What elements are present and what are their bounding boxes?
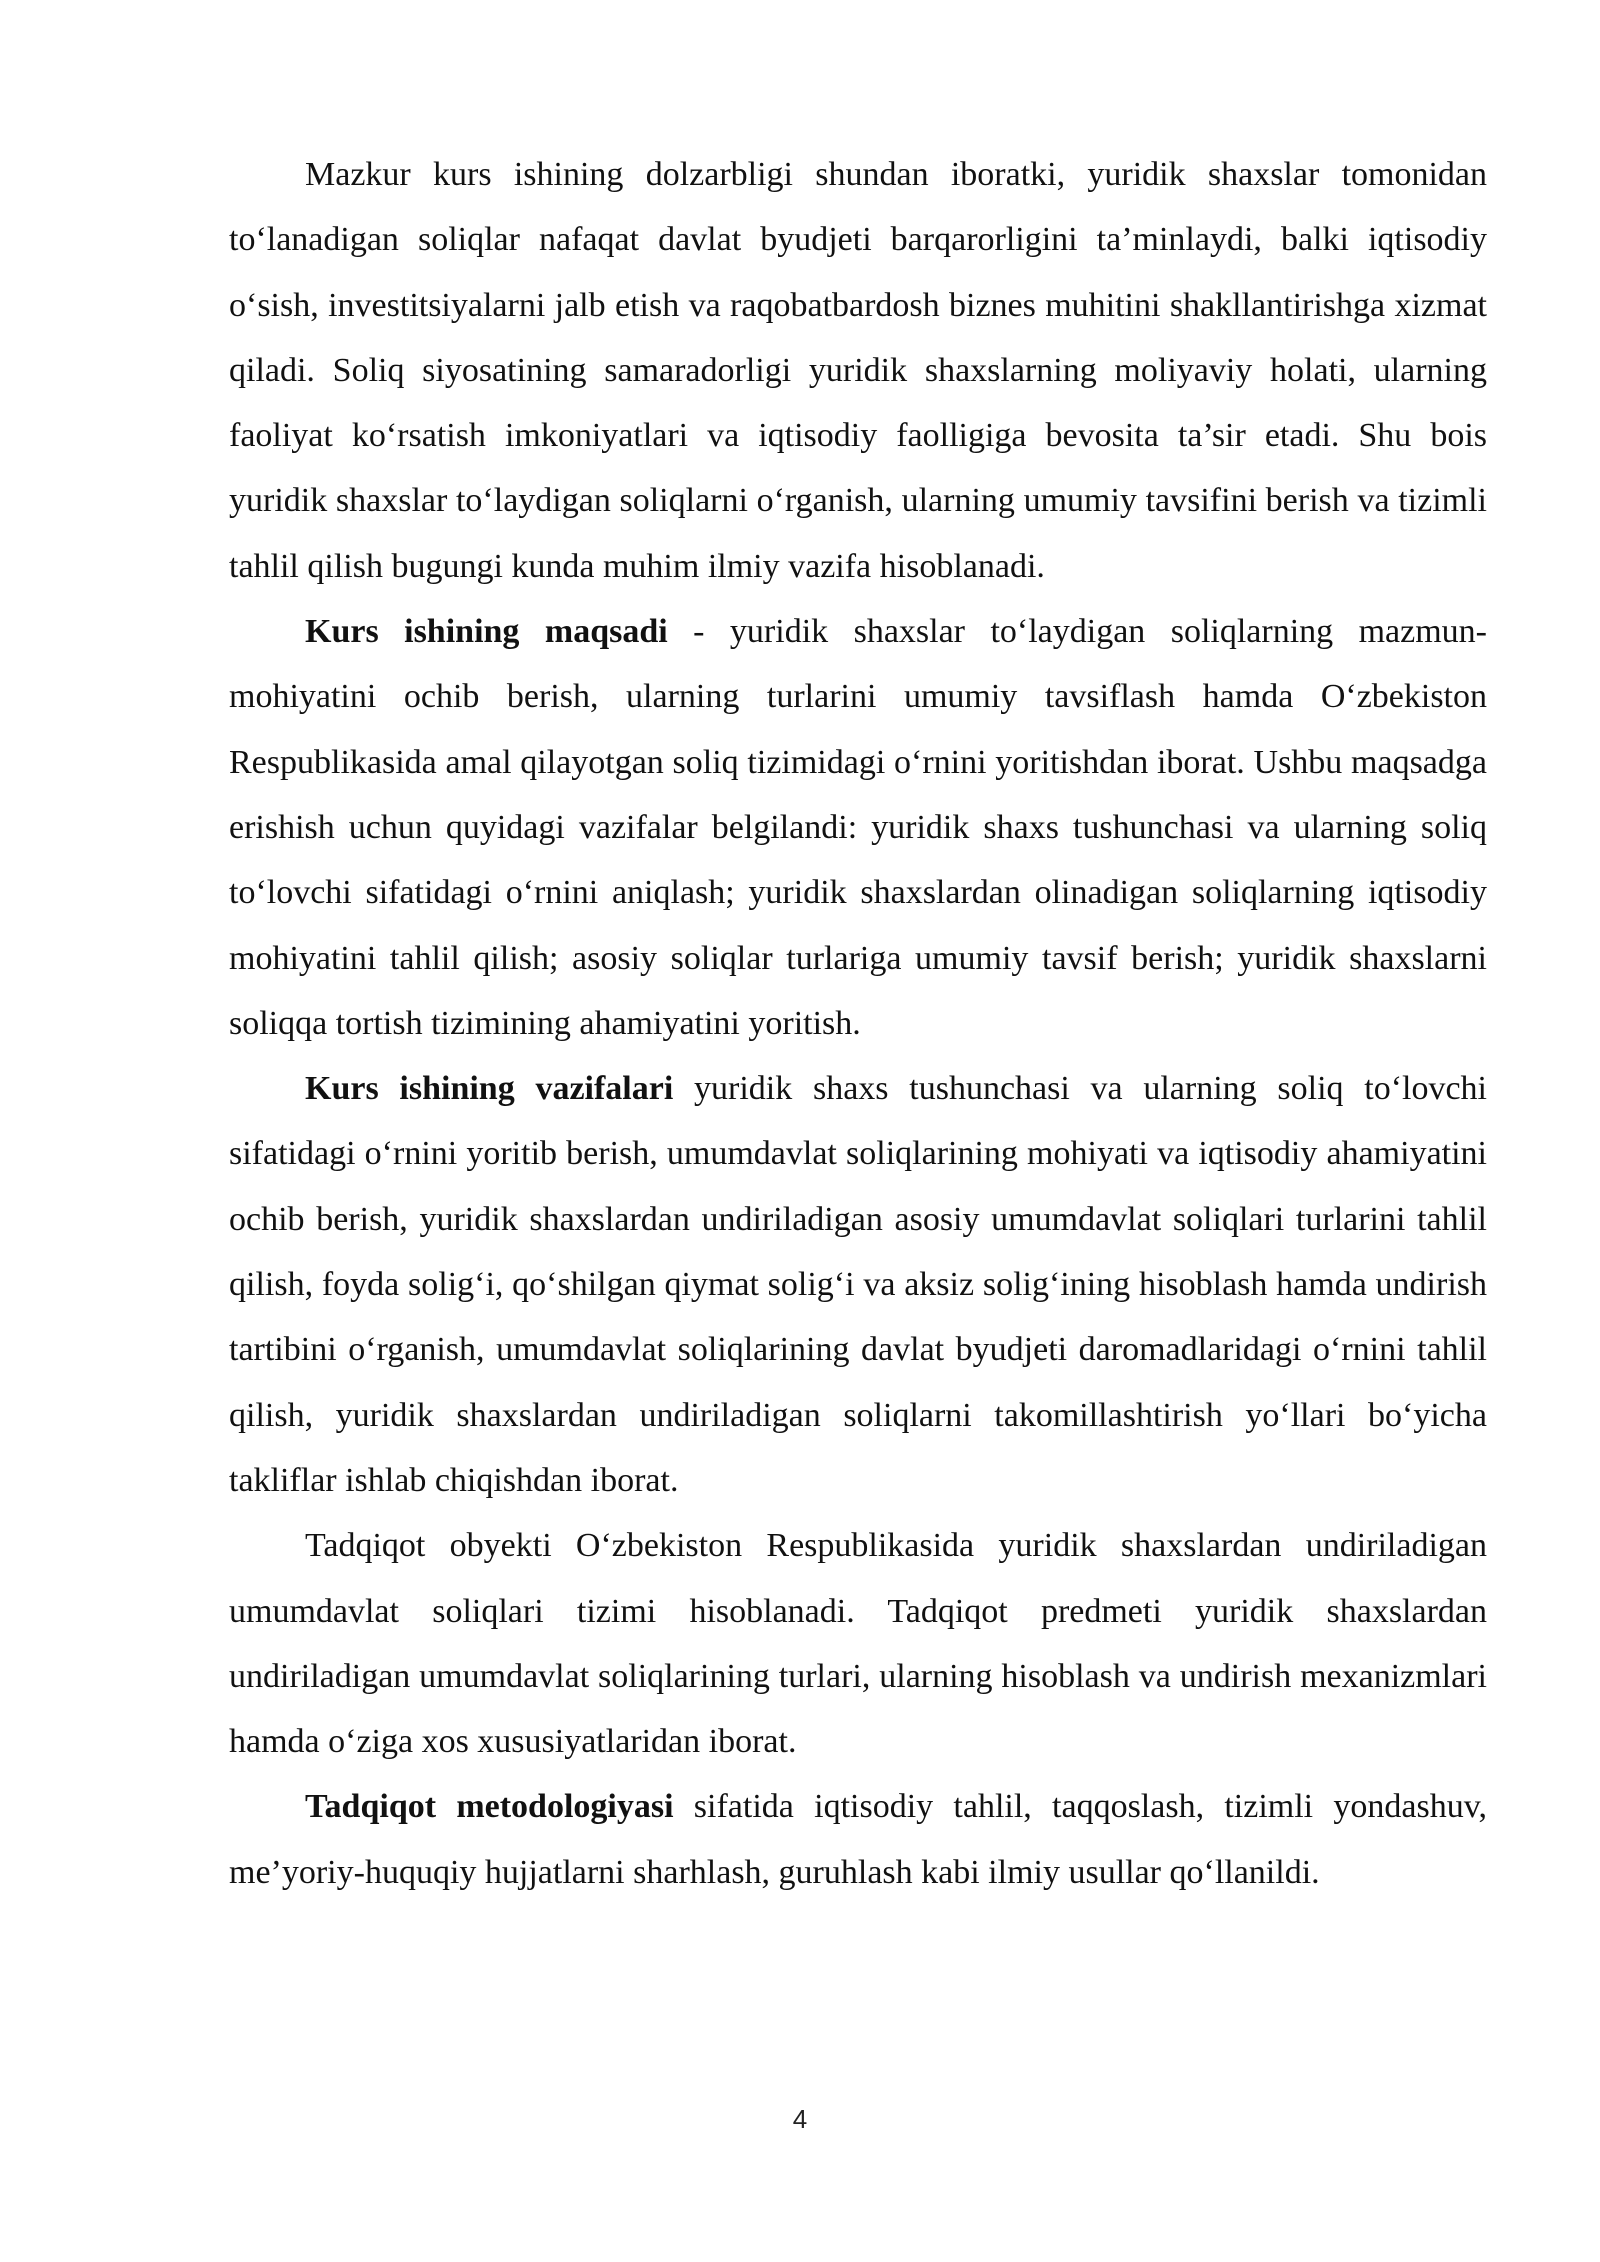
paragraph-text: yuridik shaxs tushunchasi va ularning soliq to‘lovchi sifatidagi o‘rnini yoritib berish, umumdavlat soliqlarining mohiyati va iqtisodiy ahamiyatini ochib berish, yuridik shaxslardan undiriladigan asosiy umumdavlat soliqlari turlarini tahlil qilish, foyda solig‘i, qo‘shilgan qiymat solig‘i va aksiz solig‘ining hisoblash hamda undirish tartibini o‘rganish, umumdavlat soliqlarining davlat byudjeti daromadlaridagi o‘rnini tahlil qilish, yuridik shaxslardan undiriladigan soliqlarni takomillashtirish yo‘llari bo‘yicha takliflar ishlab chiqishdan iborat. — [229, 1070, 1488, 1499]
page-number: 4 — [792, 2104, 808, 2134]
paragraph-heading: Tadqiqot metodologiyasi — [305, 1788, 674, 1826]
paragraph-object-subject — [229, 1513, 1487, 1774]
paragraph-text: Tadqiqot obyekti O‘zbekiston Respublikasida yuridik shaxslardan undiriladigan umumdavlat soliqlari tizimi hisoblanadi. Tadqiqot predmeti yuridik shaxslardan undiriladigan umumdavlat soliqlarining turlari, ularning hisoblash va undirish mexanizmlari hamda o‘ziga xos xususiyatlaridan iborat. — [229, 1527, 1487, 1761]
paragraph-text: sifatida iqtisodiy tahlil, taqqoslash, tizimli yondashuv, me’yoriy-huquqiy hujjatlarni sharhlash, guruhlash kabi ilmiy usullar qo‘llanildi. — [229, 1788, 1487, 1891]
document-body — [229, 142, 1487, 1905]
paragraph-text: - yuridik shaxslar to‘laydigan soliqlarning mazmun-mohiyatini ochib berish, ularning turlarini umumiy tavsiflash hamda O‘zbekiston Respublikasida amal qilayotgan soliq tizimidagi o‘rnini yoritishdan iborat. Ushbu maqsadga erishish uchun quyidagi vazifalar belgilandi: yuridik shaxs tushunchasi va ularning soliq to‘lovchi sifatidagi o‘rnini aniqlash; yuridik shaxslardan olinadigan soliqlarning iqtisodiy mohiyatini tahlil qilish; asosiy soliqlar turlariga umumiy tavsif berish; yuridik shaxslarni soliqqa tortish tizimining ahamiyatini yoritish. — [229, 613, 1488, 1042]
paragraph-heading: Kurs ishining maqsadi — [305, 613, 668, 651]
paragraph-heading: Kurs ishining vazifalari — [305, 1070, 674, 1108]
paragraph-relevance — [229, 142, 1487, 599]
paragraph-text: Mazkur kurs ishining dolzarbligi shundan iboratki, yuridik shaxslar tomonidan to‘lanadigan soliqlar nafaqat davlat byudjeti barqarorligini ta’minlaydi, balki iqtisodiy o‘sish, investitsiyalarni jalb etish va raqobatbardosh biznes muhitini shakllantirishga xizmat qiladi. Soliq siyosatining samaradorligi yuridik shaxslarning moliyaviy holati, ularning faoliyat ko‘rsatish imkoniyatlari va iqtisodiy faolligiga bevosita ta’sir etadi. Shu bois yuridik shaxslar to‘laydigan soliqlarni o‘rganish, ularning umumiy tavsifini berish va tizimli tahlil qilish bugungi kunda muhim ilmiy vazifa hisoblanadi. — [229, 156, 1487, 585]
paragraph-tasks — [229, 1056, 1487, 1513]
paragraph-methodology — [229, 1774, 1487, 1905]
paragraph-goal — [229, 599, 1487, 1056]
